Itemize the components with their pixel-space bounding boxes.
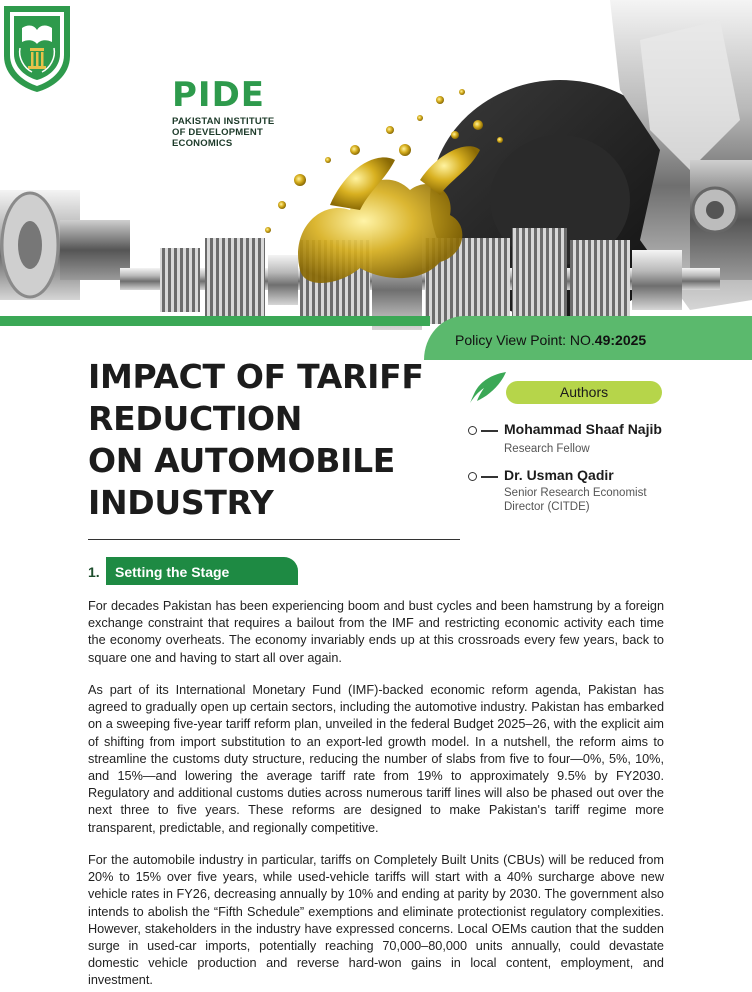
org-acronym: PIDE (172, 75, 266, 115)
policy-number: 49:2025 (594, 332, 647, 348)
section-number: 1. (88, 564, 100, 580)
body-paragraph: For decades Pakistan has been experiencing boom and bust cycles and been hamstrung by a foreign exchange constraint that requires a bailout from the IMF and restricting economic activity each time the economy overheats. The economy invariably ends up at this crossroads every few years, back to square one and having to start all over again. (88, 599, 664, 665)
body-paragraph: For the automobile industry in particular, tariffs on Completely Built Units (CBUs) will be reduced from 20% to 15% over five years, while used-vehicle tariffs will start with a 40% surcharge above new vehicle rates in FY26, decreasing annually by 10% and ending at parity by 2030. The government also intends to abolish the “Fifth Schedule” exemptions and eliminate protectionist regulatory complexities. However, stakeholders in the industry have expressed concerns. Local OEMs caution that the sudden surge in used-car imports, potentially reaching 70,000–80,000 units annually, could devastate domestic vehicle production and reverse hard-won gains in local content, employment, and investment. (88, 853, 664, 988)
section-title: Setting the Stage (115, 564, 230, 580)
title-line: INDUSTRY (88, 483, 274, 522)
org-name-line: OF DEVELOPMENT (172, 127, 263, 138)
org-name-line: ECONOMICS (172, 138, 233, 149)
author-role: Senior Research Economist (504, 487, 647, 499)
pide-logo (0, 0, 74, 94)
policy-viewpoint (455, 332, 646, 348)
authors-heading: Authors (506, 381, 662, 404)
title-line: IMPACT OF TARIFF (88, 357, 424, 396)
green-band (0, 316, 430, 326)
title-divider (88, 539, 460, 540)
feather-icon (468, 370, 508, 404)
bullet-icon (468, 426, 498, 436)
author-role: Director (CITDE) (504, 501, 590, 513)
bullet-icon (468, 472, 498, 482)
body-paragraph: As part of its International Monetary Fund (IMF)-backed economic reform agenda, Pakistan has agreed to gradually open up certain sectors, including the automotive industry. Pakistan has embarked on a sweeping five-year tariff reform plan, unveiled in the federal Budget 2025–26, with the explicit aim of shifting from import substitution to an export-led growth model. In a nutshell, the reform aims to streamline the customs duty structure, reducing the number of slabs from five to four—0%, 5%, 10%, and 15%—and lowering the average tariff rate from 19% to approximately 9.5% by FY2030. Regulatory and additional customs duties across numerous tariff lines will also be phased out over the next three to five years. These reforms are designed to make Pakistan's tariff regime more transparent, predictable, and regionally competitive. (88, 683, 664, 835)
hero-banner (0, 0, 752, 330)
author-name: Dr. Usman Qadir (504, 467, 614, 483)
policy-label: Policy View Point: NO. (455, 332, 595, 348)
author-name: Mohammad Shaaf Najib (504, 421, 662, 437)
org-brand (172, 75, 275, 149)
author-role: Research Fellow (504, 443, 590, 455)
org-name-line: PAKISTAN INSTITUTE (172, 116, 275, 127)
page-title (88, 356, 448, 524)
title-line: REDUCTION (88, 399, 303, 438)
gearbox-illustration (0, 0, 752, 330)
title-line: ON AUTOMOBILE (88, 441, 396, 480)
